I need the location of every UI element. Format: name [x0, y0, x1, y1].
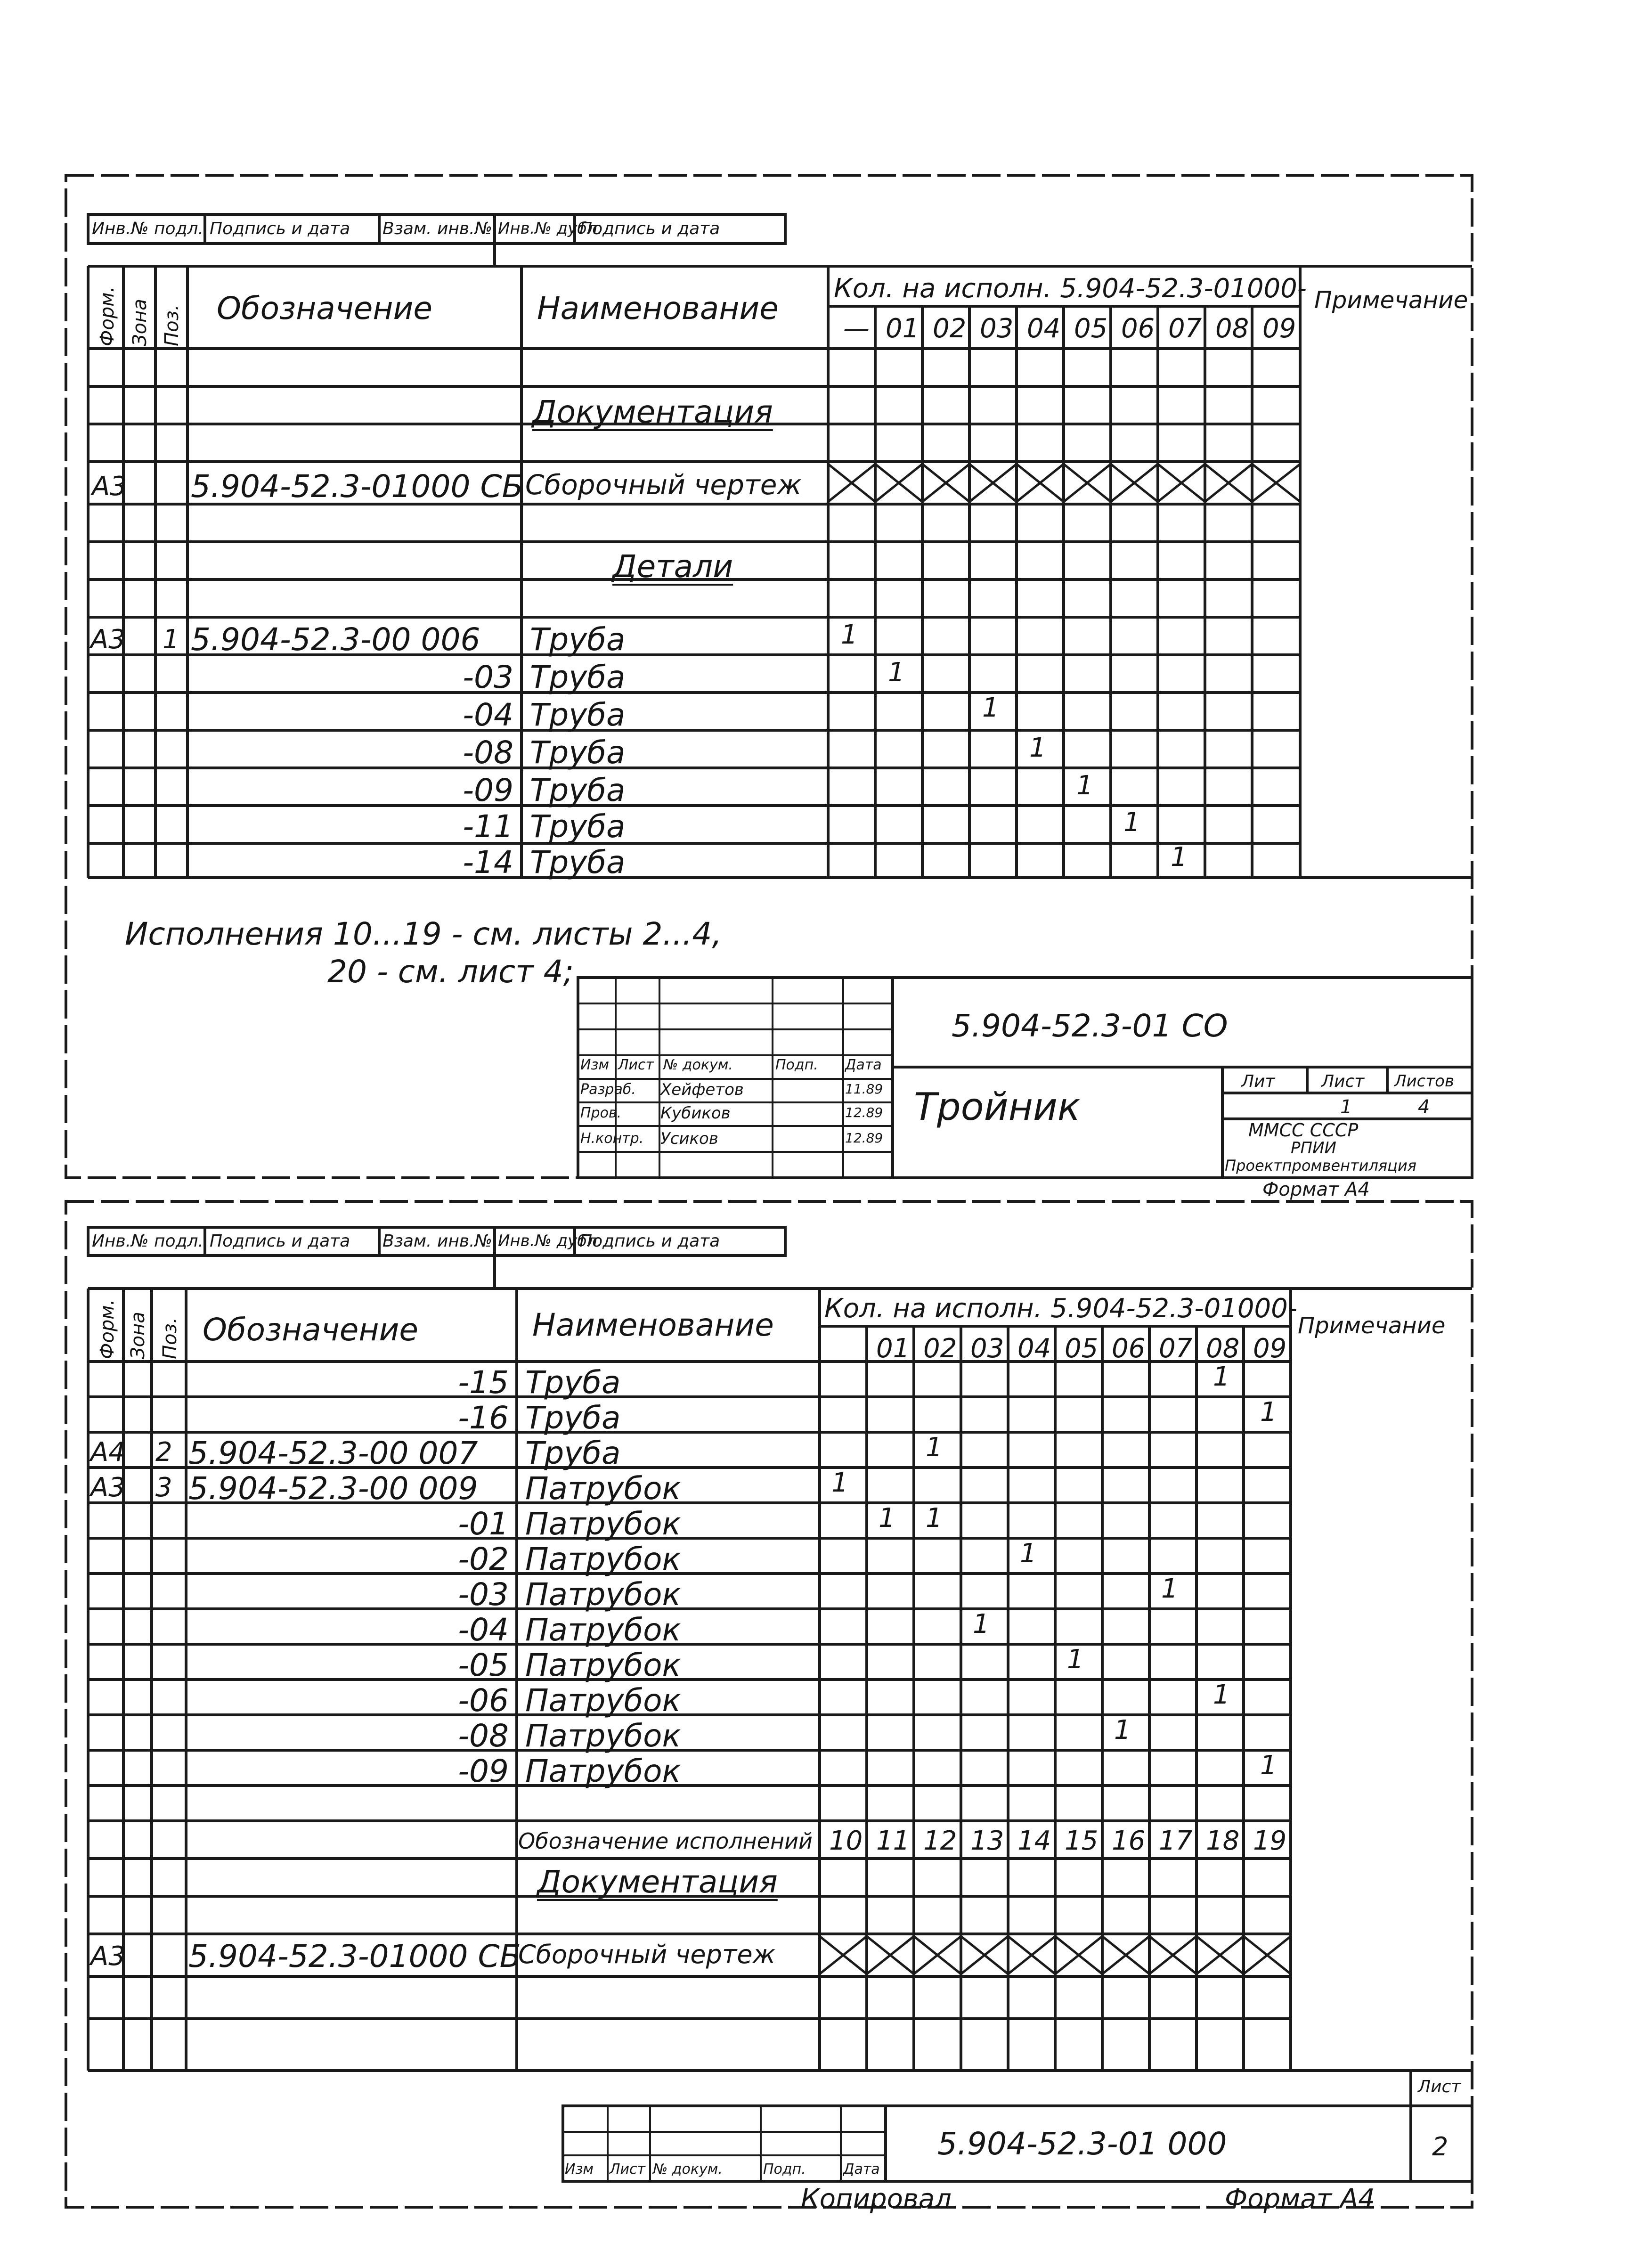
- qty-mark: 1: [831, 1468, 848, 1498]
- row-name: Сборочный чертеж: [518, 1940, 776, 1969]
- qty-mark: 1: [879, 1503, 895, 1533]
- header-designation: Обозначение: [203, 1312, 418, 1348]
- doc-number: 5.904-52.3-01 000: [937, 2126, 1227, 2162]
- copied-label: Копировал: [801, 2184, 952, 2214]
- variant-col-7: 07: [1168, 313, 1202, 344]
- row-designation: -01: [458, 1506, 509, 1542]
- qty-mark: 1: [888, 657, 905, 688]
- header-qty-title: Кол. на исполн. 5.904-52.3-01000-: [834, 273, 1307, 304]
- variants-note-1: Исполнения 10...19 - см. листы 2...4,: [125, 916, 722, 952]
- variant-col-8: 08: [1206, 1333, 1240, 1364]
- variant-number: 10: [829, 1826, 863, 1856]
- stamp-podpis-data-2: Подпись и дата: [579, 219, 720, 238]
- header-format: Форм.: [97, 286, 118, 346]
- row-pos: 3: [155, 1472, 172, 1503]
- row-name: Патрубок: [525, 1718, 681, 1754]
- row-name: Патрубок: [525, 1506, 681, 1542]
- row-name: Патрубок: [525, 1541, 681, 1577]
- variant-col-4: 04: [1027, 313, 1061, 344]
- variant-row-label: Обозначение исполнений: [518, 1828, 813, 1854]
- variant-col-1: 01: [886, 313, 920, 344]
- row-name: Патрубок: [525, 1682, 681, 1719]
- qty-mark: 1: [1171, 842, 1188, 873]
- row-name: Патрубок: [525, 1612, 681, 1648]
- row-name: Труба: [530, 808, 626, 845]
- label-podp: Подп.: [763, 2161, 806, 2177]
- row-designation: -14: [463, 844, 513, 881]
- variant-col-2: 02: [923, 1333, 957, 1364]
- label-prov: Пров.: [580, 1105, 622, 1121]
- label-podp: Подп.: [775, 1057, 818, 1073]
- variant-number: 11: [876, 1826, 910, 1856]
- header-format: Форм.: [97, 1299, 118, 1359]
- variant-number: 13: [970, 1826, 1004, 1856]
- variant-number: 14: [1017, 1826, 1051, 1856]
- variant-col-2: 02: [933, 313, 967, 344]
- variant-col-9: 09: [1262, 313, 1296, 344]
- date-nkontr: 12.89: [845, 1130, 883, 1146]
- row-designation: -11: [463, 808, 513, 845]
- person-prov: Кубиков: [660, 1104, 731, 1123]
- row-designation: -03: [463, 659, 513, 695]
- date-prov: 12.89: [845, 1105, 883, 1120]
- row-format: А4: [90, 1437, 125, 1468]
- row-name: Труба: [525, 1400, 621, 1436]
- label-nkontr: Н.контр.: [580, 1130, 644, 1147]
- stamp-vzam-inv: Взам. инв.№: [382, 219, 492, 238]
- variant-number: 16: [1112, 1826, 1146, 1856]
- qty-mark: 1: [1213, 1362, 1230, 1392]
- variant-col-7: 07: [1159, 1333, 1193, 1364]
- row-designation: -09: [463, 772, 513, 808]
- row-designation: -15: [458, 1364, 509, 1401]
- row-name: Патрубок: [525, 1470, 681, 1507]
- qty-mark: 1: [1260, 1750, 1277, 1781]
- header-pos: Поз.: [159, 1317, 181, 1359]
- stamp-inv-podl: Инв.№ подл.: [92, 219, 203, 238]
- qty-mark: 1: [926, 1432, 943, 1463]
- row-designation: -04: [463, 697, 513, 733]
- variant-col-0: —: [843, 313, 870, 344]
- label-lit: Лит: [1241, 1072, 1275, 1091]
- row-designation: 5.904-52.3-00 007: [188, 1435, 478, 1471]
- variants-note-2: 20 - см. лист 4;: [327, 954, 574, 990]
- variant-number: 17: [1159, 1826, 1193, 1856]
- variant-col-6: 06: [1112, 1333, 1146, 1364]
- row-pos: 1: [163, 624, 179, 655]
- section-documentation: Документация: [537, 1864, 778, 1900]
- stamp-podpis-data: Подпись и дата: [210, 1231, 350, 1251]
- row-name: Сборочный чертеж: [525, 469, 802, 501]
- row-name: Труба: [530, 844, 626, 881]
- row-designation: -06: [458, 1682, 509, 1719]
- row-name: Труба: [530, 621, 626, 658]
- stamp-podpis-data: Подпись и дата: [210, 219, 350, 238]
- row-designation: -16: [458, 1400, 509, 1436]
- row-name: Труба: [530, 659, 626, 695]
- sheet-number: 1: [1340, 1096, 1352, 1118]
- row-designation: -05: [458, 1647, 509, 1683]
- label-list: Лист: [610, 2161, 646, 2177]
- qty-mark: 1: [1076, 770, 1093, 801]
- row-name: Патрубок: [525, 1647, 681, 1683]
- stamp-inv-dubl: Инв.№ дубл.: [498, 219, 602, 238]
- stamp-vzam-inv: Взам. инв.№: [382, 1231, 492, 1251]
- row-designation: -02: [458, 1541, 509, 1577]
- qty-mark: 1: [973, 1609, 990, 1639]
- qty-mark: 1: [1067, 1644, 1084, 1675]
- header-designation: Обозначение: [217, 290, 432, 326]
- row-format: А3: [90, 1941, 125, 1972]
- org-ministry: ММСС СССР: [1248, 1120, 1359, 1141]
- label-ndoc: № докум.: [663, 1057, 733, 1073]
- header-zone: Зона: [129, 299, 151, 346]
- header-name: Наименование: [537, 290, 779, 326]
- row-designation: 5.904-52.3-00 009: [188, 1470, 478, 1507]
- person-nkontr: Усиков: [660, 1129, 718, 1148]
- header-note: Примечание: [1314, 286, 1468, 314]
- row-designation: 5.904-52.3-01000 СБ: [191, 468, 523, 505]
- format-label: Формат А4: [1225, 2184, 1375, 2214]
- qty-mark: 1: [841, 620, 858, 650]
- org-institute: РПИИ: [1291, 1139, 1336, 1158]
- stamp-inv-podl: Инв.№ подл.: [92, 1231, 203, 1251]
- row-name: Труба: [530, 734, 626, 771]
- row-name: Труба: [530, 772, 626, 808]
- qty-mark: 1: [982, 693, 999, 723]
- variant-col-3: 03: [980, 313, 1014, 344]
- variant-col-4: 04: [1017, 1333, 1051, 1364]
- variant-col-6: 06: [1121, 313, 1155, 344]
- row-pos: 2: [155, 1437, 172, 1468]
- person-razrab: Хейфетов: [660, 1080, 744, 1099]
- row-name: Патрубок: [525, 1753, 681, 1789]
- variant-number: 12: [923, 1826, 957, 1856]
- sheet-number: 2: [1432, 2132, 1449, 2161]
- qty-mark: 1: [1213, 1680, 1230, 1710]
- row-name: Труба: [525, 1364, 621, 1401]
- qty-mark: 1: [926, 1503, 943, 1533]
- variant-number: 18: [1206, 1826, 1240, 1856]
- row-name: Труба: [530, 697, 626, 733]
- format-label: Формат А4: [1262, 1179, 1370, 1200]
- label-list2: Лист: [1418, 2077, 1461, 2096]
- label-listov: Листов: [1394, 1072, 1455, 1091]
- variant-number: 19: [1253, 1826, 1287, 1856]
- qty-mark: 1: [1029, 733, 1046, 763]
- label-data: Дата: [845, 1057, 882, 1073]
- variant-col-3: 03: [970, 1333, 1004, 1364]
- header-qty-title: Кол. на исполн. 5.904-52.3-01000-: [824, 1293, 1297, 1324]
- label-izm: Изм: [580, 1057, 610, 1073]
- label-list2: Лист: [1321, 1072, 1365, 1091]
- qty-mark: 1: [1123, 807, 1140, 838]
- header-pos: Поз.: [161, 304, 183, 346]
- section-documentation: Документация: [532, 394, 773, 430]
- row-format: А3: [90, 624, 125, 655]
- sheet-count: 4: [1418, 1096, 1430, 1118]
- row-designation: 5.904-52.3-01000 СБ: [188, 1938, 521, 1974]
- label-list: Лист: [618, 1057, 654, 1073]
- variant-col-5: 05: [1065, 1333, 1099, 1364]
- doc-title: Тройник: [914, 1085, 1081, 1129]
- qty-mark: 1: [1161, 1574, 1178, 1604]
- stamp-podpis-data-2: Подпись и дата: [579, 1231, 720, 1251]
- variant-col-5: 05: [1074, 313, 1108, 344]
- section-parts: Детали: [612, 548, 733, 585]
- variant-col-9: 09: [1253, 1333, 1287, 1364]
- doc-number: 5.904-52.3-01 СО: [952, 1008, 1228, 1044]
- header-zone: Зона: [127, 1312, 149, 1359]
- label-ndoc: № докум.: [653, 2161, 723, 2177]
- row-name: Труба: [525, 1435, 621, 1471]
- row-designation: -04: [458, 1612, 509, 1648]
- variant-col-1: 01: [876, 1333, 910, 1364]
- row-format: А3: [90, 1472, 125, 1503]
- qty-mark: 1: [1260, 1397, 1277, 1427]
- date-razrab: 11.89: [845, 1081, 883, 1097]
- stamp-inv-dubl: Инв.№ дубл.: [498, 1231, 602, 1250]
- qty-mark: 1: [1020, 1538, 1037, 1569]
- header-note: Примечание: [1298, 1313, 1446, 1339]
- row-format: А3: [92, 471, 127, 502]
- org-project: Проектпромвентиляция: [1225, 1157, 1416, 1174]
- label-data: Дата: [843, 2161, 880, 2177]
- variant-number: 15: [1065, 1826, 1099, 1856]
- row-designation: -08: [463, 734, 513, 771]
- qty-mark: 1: [1114, 1715, 1131, 1745]
- row-designation: 5.904-52.3-00 006: [191, 621, 480, 658]
- row-designation: -03: [458, 1576, 509, 1613]
- row-name: Патрубок: [525, 1576, 681, 1613]
- row-designation: -08: [458, 1718, 509, 1754]
- header-name: Наименование: [532, 1307, 774, 1343]
- label-izm: Изм: [565, 2161, 594, 2177]
- label-razrab: Разраб.: [580, 1081, 636, 1098]
- row-designation: -09: [458, 1753, 509, 1789]
- variant-col-8: 08: [1215, 313, 1249, 344]
